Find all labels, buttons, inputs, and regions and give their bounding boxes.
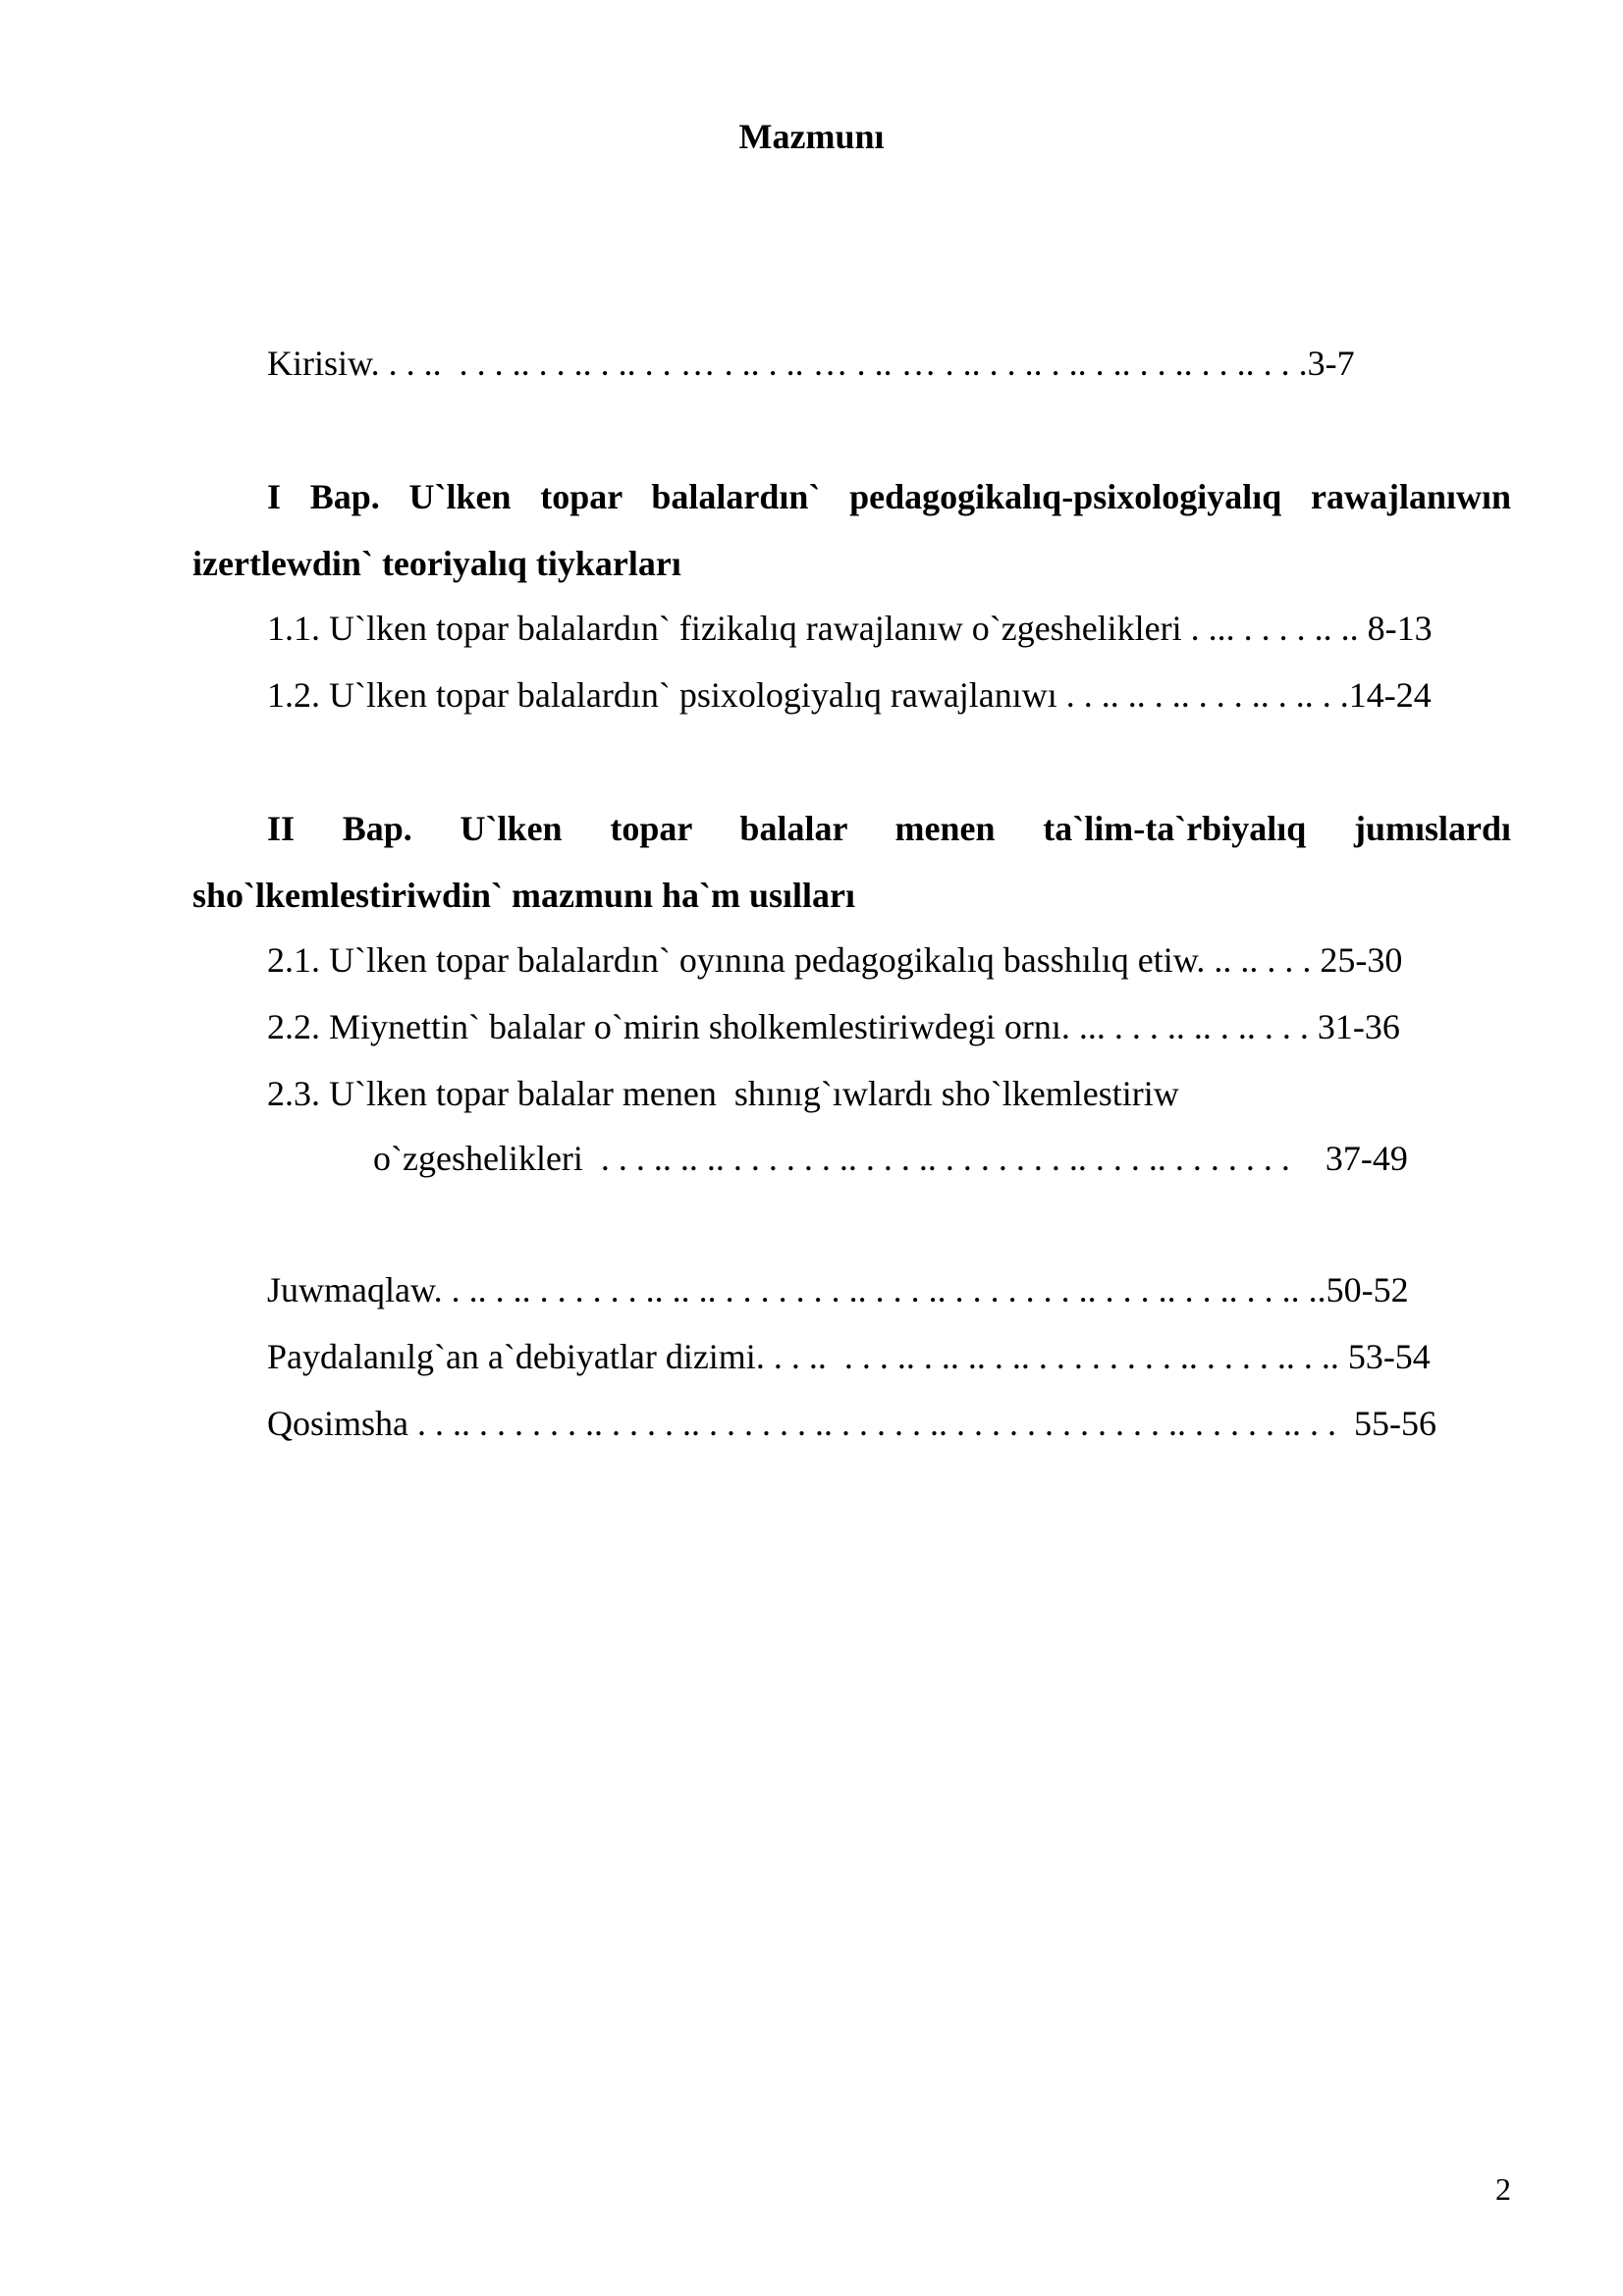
toc-entry-2-1: 2.1. U`lken topar balalardın` oyınına pedagogikalıq basshılıq etiw. .. .. . . . 25-30 (267, 940, 1403, 980)
toc-entry-2-2: 2.2. Miynettin` balalar o`mirin sholkemlestiriwdegi ornı. ... . . . .. .. . .. . . . 31-36 (267, 1007, 1400, 1046)
chapter-1-heading-line-2: izertlewdin` teoriyalıq tiykarları (192, 544, 681, 583)
toc-entry-1-2: 1.2. U`lken topar balalardın` psixologiyalıq rawajlanıwı . . .. .. . .. . . . .. . .. . .14-24 (267, 675, 1432, 715)
chapter-2-heading-line-2: sho`lkemlestiriwdin` mazmunı ha`m usılları (192, 876, 856, 915)
toc-entry-conclusion: Juwmaqlaw. . .. . .. . . . . . . .. .. .. . . . . . . . .. . . . .. . . . . . . . .. . . . .. . . .. . . .. ..50-52 (267, 1270, 1409, 1309)
chapter-1-heading-line-1: I Bap. U`lken topar balalardın` pedagogikalıq-psixologiyalıq rawajlanıwın (267, 477, 1511, 516)
toc-entry-bibliography: Paydalanılg`an a`debiyatlar dizimi. . . .. . . . .. . .. .. . .. . . . . . . . . .. . . . . .. . .. 53-54 (267, 1337, 1431, 1376)
toc-entry-2-3: 2.3. U`lken topar balalar menen shınıg`ıwlardı sho`lkemlestiriw (267, 1074, 1179, 1113)
toc-entry-appendix: Qosimsha . . .. . . . . . . .. . . . . .. . . . . . . .. . . . . . .. . . . . . . . . . . . . .. . . . . . .. . . 55-56 (267, 1404, 1436, 1443)
toc-entry-1-1: 1.1. U`lken topar balalardın` fizikalıq rawajlanıw o`zgeshelikleri . ... . . . . .. .. 8-13 (267, 609, 1433, 648)
page-title: Mazmunı (738, 117, 885, 156)
toc-entry-intro: Kirisiw. . . .. . . . .. . . .. . .. . . … . .. . .. … . .. … . .. . . .. . .. . .. . . .. . . .. . . .3-7 (267, 344, 1355, 383)
page-number: 2 (1495, 2171, 1511, 2207)
toc-entry-2-3-continued: o`zgeshelikleri . . . .. .. .. . . . . . . .. . . . .. . . . . . . . .. . . . .. . . . . . . . 37-49 (373, 1139, 1408, 1178)
chapter-2-heading-line-1: II Bap. U`lken topar balalar menen ta`lim-ta`rbiyalıq jumıslardı (267, 809, 1511, 848)
